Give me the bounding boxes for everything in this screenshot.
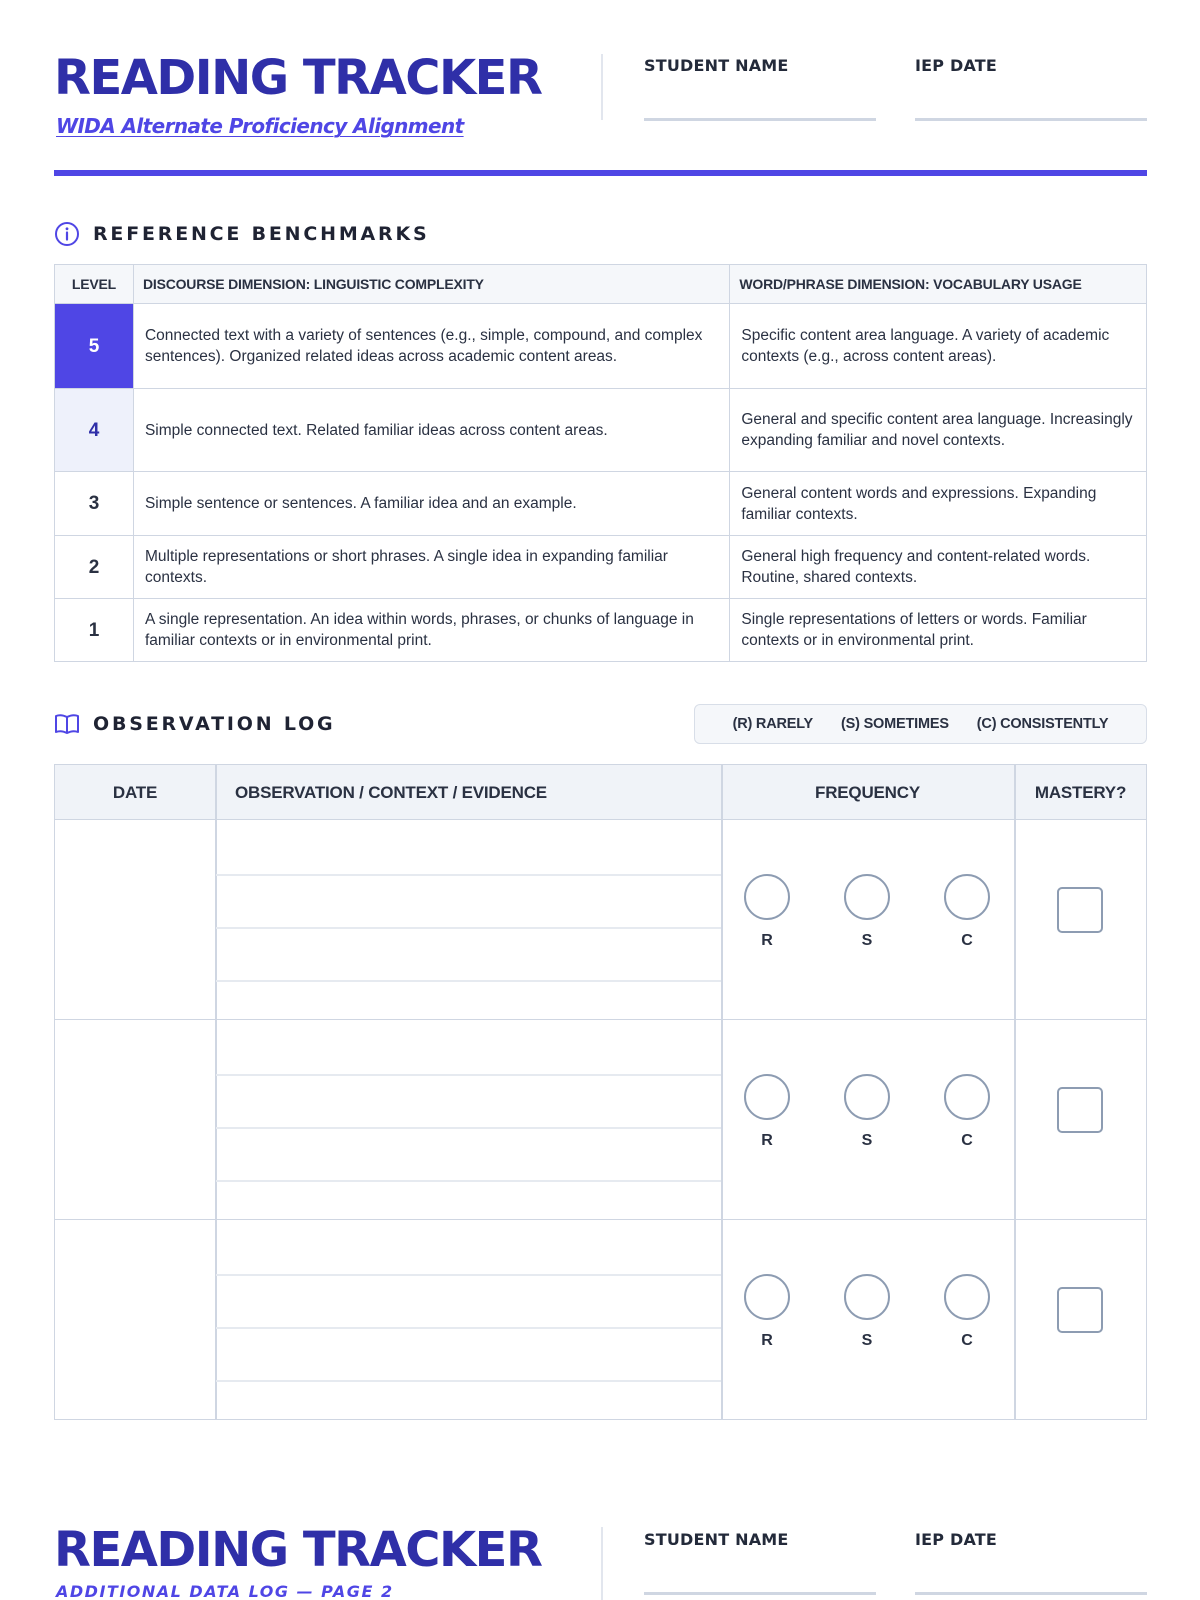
observation-heading-text: OBSERVATION LOG [93,713,336,735]
observation-heading [54,709,335,739]
page2-iep-date-label: IEP DATE [915,1530,998,1549]
frequency-legend [694,704,1147,744]
radio-c-label: C [961,1332,973,1349]
benchmarks-table [54,264,1147,662]
observation-row [55,820,1146,1020]
level-cell: 1 [55,599,134,662]
observation-table [54,764,1147,1420]
radio-r[interactable] [744,1074,790,1120]
word-cell: General content words and expressions. Expanding familiar contexts. [730,472,1147,536]
mastery-checkbox[interactable] [1057,887,1103,933]
page-title: READING TRACKER [54,50,542,106]
page2-iep-date-field[interactable] [915,1530,1147,1549]
page2-student-name-field[interactable] [644,1530,876,1549]
page2-iep-date-line[interactable] [915,1592,1147,1595]
col-header-frequency: FREQUENCY [815,782,920,802]
benchmarks-heading [54,219,429,249]
radio-r-label: R [761,1132,773,1149]
student-name-label: STUDENT NAME [644,56,789,75]
writing-line [216,1274,721,1276]
table-row [55,536,1147,599]
col-header-discourse: DISCOURSE DIMENSION: LINGUISTIC COMPLEXITY [133,265,729,304]
writing-line [216,1180,721,1182]
mastery-checkbox[interactable] [1057,1287,1103,1333]
mastery-checkbox[interactable] [1057,1087,1103,1133]
radio-r[interactable] [744,1274,790,1320]
discourse-cell: Simple connected text. Related familiar ideas across content areas. [133,389,729,472]
writing-line [216,927,721,929]
student-name-field[interactable] [644,56,876,75]
legend-rarely: (R) RARELY [732,716,814,732]
radio-c[interactable] [944,1274,990,1320]
tracker-page [54,0,1147,1600]
col-header-date: DATE [112,782,158,802]
writing-line [216,1380,721,1382]
info-icon [54,221,80,247]
iep-date-label: IEP DATE [915,56,998,75]
word-cell: General high frequency and content-related words. Routine, shared contexts. [730,536,1147,599]
discourse-cell: Simple sentence or sentences. A familiar idea and an example. [133,472,729,536]
student-name-line[interactable] [644,118,876,121]
discourse-cell: Connected text with a variety of sentences (e.g., simple, compound, and complex sentences). Organized related ideas across academic content areas. [133,304,729,389]
frequency-option-r[interactable] [742,1274,792,1350]
radio-r-label: R [761,1332,773,1349]
word-cell: Single representations of letters or words. Familiar contexts or in environmental print. [730,599,1147,662]
header-rule [54,170,1147,176]
level-cell: 5 [55,304,134,389]
frequency-option-s[interactable] [842,1074,892,1150]
page2-subtitle: ADDITIONAL DATA LOG — PAGE 2 [56,1582,394,1600]
page2-title: READING TRACKER [54,1522,542,1578]
page2-student-name-line[interactable] [644,1592,876,1595]
table-row [55,472,1147,536]
word-cell: General and specific content area language. Increasingly expanding familiar and novel contexts. [730,389,1147,472]
iep-date-field[interactable] [915,56,1147,75]
frequency-option-c[interactable] [942,874,992,950]
observation-row [55,1220,1146,1420]
table-row [55,599,1147,662]
writing-line [216,874,721,876]
col-header-word: WORD/PHRASE DIMENSION: VOCABULARY USAGE [730,265,1147,304]
page-header [54,0,1147,172]
benchmarks-header-row [55,265,1147,304]
frequency-option-s[interactable] [842,874,892,950]
col-header-mastery: MASTERY? [1034,782,1127,802]
writing-line [216,1074,721,1076]
level-cell: 3 [55,472,134,536]
radio-s-label: S [861,1332,873,1349]
discourse-cell: A single representation. An idea within words, phrases, or chunks of language in familiar contexts or in environmental print. [133,599,729,662]
legend-sometimes: (S) SOMETIMES [841,716,949,732]
radio-c[interactable] [944,1074,990,1120]
radio-s[interactable] [844,1074,890,1120]
page2-header-divider [601,1527,603,1600]
frequency-option-c[interactable] [942,1074,992,1150]
observation-row [55,1020,1146,1220]
frequency-option-r[interactable] [742,1074,792,1150]
col-header-level: LEVEL [55,265,134,304]
radio-c-label: C [961,1132,973,1149]
observation-header-row [55,765,1146,820]
table-row [55,304,1147,389]
benchmarks-heading-text: REFERENCE BENCHMARKS [93,223,430,245]
writing-line [216,1127,721,1129]
writing-line [216,1327,721,1329]
frequency-option-r[interactable] [742,874,792,950]
discourse-cell: Multiple representations or short phrases. A single idea in expanding familiar contexts. [133,536,729,599]
frequency-option-c[interactable] [942,1274,992,1350]
book-icon [54,711,80,737]
word-cell: Specific content area language. A variety of academic contexts (e.g., across content areas). [730,304,1147,389]
page2-student-name-label: STUDENT NAME [644,1530,789,1549]
radio-r-label: R [761,932,773,949]
radio-s[interactable] [844,1274,890,1320]
page-subtitle: WIDA Alternate Proficiency Alignment [56,114,464,138]
radio-c[interactable] [944,874,990,920]
radio-c-label: C [961,932,973,949]
writing-line [216,980,721,982]
radio-s[interactable] [844,874,890,920]
radio-s-label: S [861,1132,873,1149]
table-row [55,389,1147,472]
frequency-option-s[interactable] [842,1274,892,1350]
level-cell: 4 [55,389,134,472]
col-header-observation: OBSERVATION / CONTEXT / EVIDENCE [235,782,547,802]
radio-r[interactable] [744,874,790,920]
level-cell: 2 [55,536,134,599]
radio-s-label: S [861,932,873,949]
legend-consistently: (C) CONSISTENTLY [976,716,1109,732]
iep-date-line[interactable] [915,118,1147,121]
header-divider [601,54,603,120]
